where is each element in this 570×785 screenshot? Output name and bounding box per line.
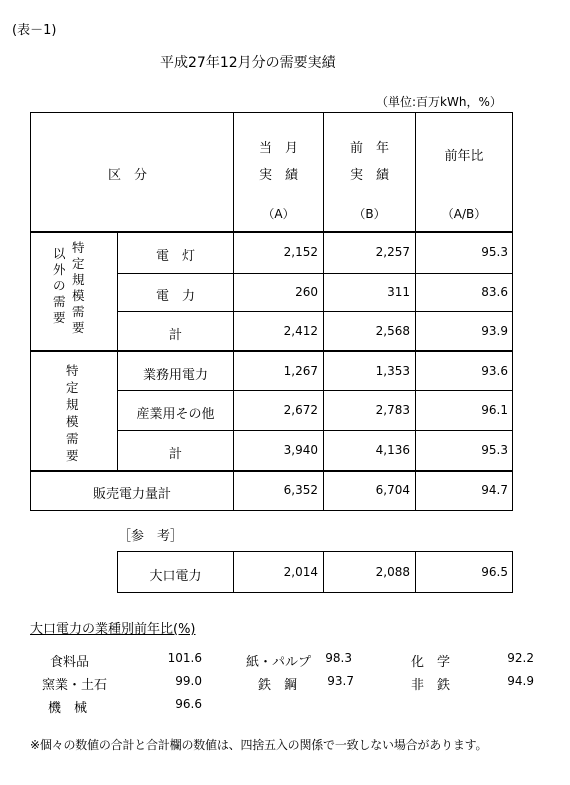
large-power-value-a: 2,014	[283, 565, 318, 579]
row-value-a: 2,412	[283, 324, 318, 338]
large-power-label: 大口電力	[149, 569, 202, 584]
row-value-a: 2,152	[283, 245, 318, 259]
industry-name: 鉄 鋼	[258, 678, 298, 693]
industry-value: 96.6	[175, 697, 202, 711]
large-power-value-b: 2,088	[375, 565, 410, 579]
row-value-b: 4,136	[375, 443, 410, 457]
header-kubun: 区 分	[108, 168, 148, 183]
total-value-b: 6,704	[375, 483, 410, 497]
row-ratio: 93.6	[481, 364, 508, 378]
industry-name: 機 械	[48, 701, 88, 716]
header-col2-line1: 前 年	[349, 141, 389, 156]
row-value-b: 2,783	[375, 403, 410, 417]
row-value-a: 3,940	[283, 443, 318, 457]
large-power-ratio: 96.5	[481, 565, 508, 579]
row-label-gyomu: 業務用電力	[142, 368, 208, 383]
total-ratio: 94.7	[481, 483, 508, 497]
header-col1-line2: 実 績	[258, 168, 298, 183]
row-label-subtotal2: 計	[168, 447, 182, 462]
row-label-sangyo: 産業用その他	[136, 407, 215, 422]
row-ratio: 96.1	[481, 403, 508, 417]
row-value-a: 2,672	[283, 403, 318, 417]
group1-label-left: 以 外 の 需 要	[53, 246, 66, 325]
row-ratio: 93.9	[481, 324, 508, 338]
footnote: ※個々の数値の合計と合計欄の数値は、四捨五入の関係で一致しない場合があります。	[30, 738, 488, 752]
table-label: (表－1)	[12, 23, 57, 38]
row-label-denryoku: 電 力	[155, 289, 195, 304]
row-ratio: 95.3	[481, 443, 508, 457]
industry-name: 窯業・土石	[42, 678, 108, 693]
row-ratio: 83.6	[481, 285, 508, 299]
row-value-b: 1,353	[375, 364, 410, 378]
header-col3-id: （A/B）	[441, 207, 487, 221]
industry-name: 非 鉄	[411, 678, 451, 693]
reference-label: ［参 考］	[118, 529, 184, 544]
page-title: 平成27年12月分の需要実績	[160, 55, 336, 71]
total-value-a: 6,352	[283, 483, 318, 497]
header-col2-line2: 実 績	[349, 168, 389, 183]
industry-value: 101.6	[167, 651, 202, 665]
header-col1-id: （A）	[262, 207, 295, 221]
row-label-dento: 電 灯	[155, 249, 195, 264]
group1-label-right: 特 定 規 模 需 要	[72, 240, 85, 335]
row-label-subtotal1: 計	[168, 328, 182, 343]
industry-value: 98.3	[325, 651, 352, 665]
row-value-a: 1,267	[283, 364, 318, 378]
row-value-b: 2,257	[375, 245, 410, 259]
unit-label: （単位:百万kWh，%）	[376, 95, 502, 109]
industry-value: 92.2	[507, 651, 534, 665]
industry-name: 紙・パルプ	[246, 655, 312, 670]
industry-value: 93.7	[327, 674, 354, 688]
row-value-a: 260	[295, 285, 318, 299]
row-value-b: 2,568	[375, 324, 410, 338]
industry-value: 94.9	[507, 674, 534, 688]
industry-value: 99.0	[175, 674, 202, 688]
industry-name: 化 学	[411, 655, 451, 670]
row-ratio: 95.3	[481, 245, 508, 259]
industry-name: 食料品	[50, 655, 90, 670]
row-value-b: 311	[387, 285, 410, 299]
header-col2-id: （B）	[353, 207, 386, 221]
header-col1-line1: 当 月	[258, 141, 298, 156]
total-label: 販売電力量計	[92, 487, 171, 502]
group2-label: 特 定 規 模 需 要	[66, 363, 79, 463]
industry-title: 大口電力の業種別前年比(%)	[30, 622, 196, 637]
header-col3-line1: 前年比	[444, 149, 484, 164]
